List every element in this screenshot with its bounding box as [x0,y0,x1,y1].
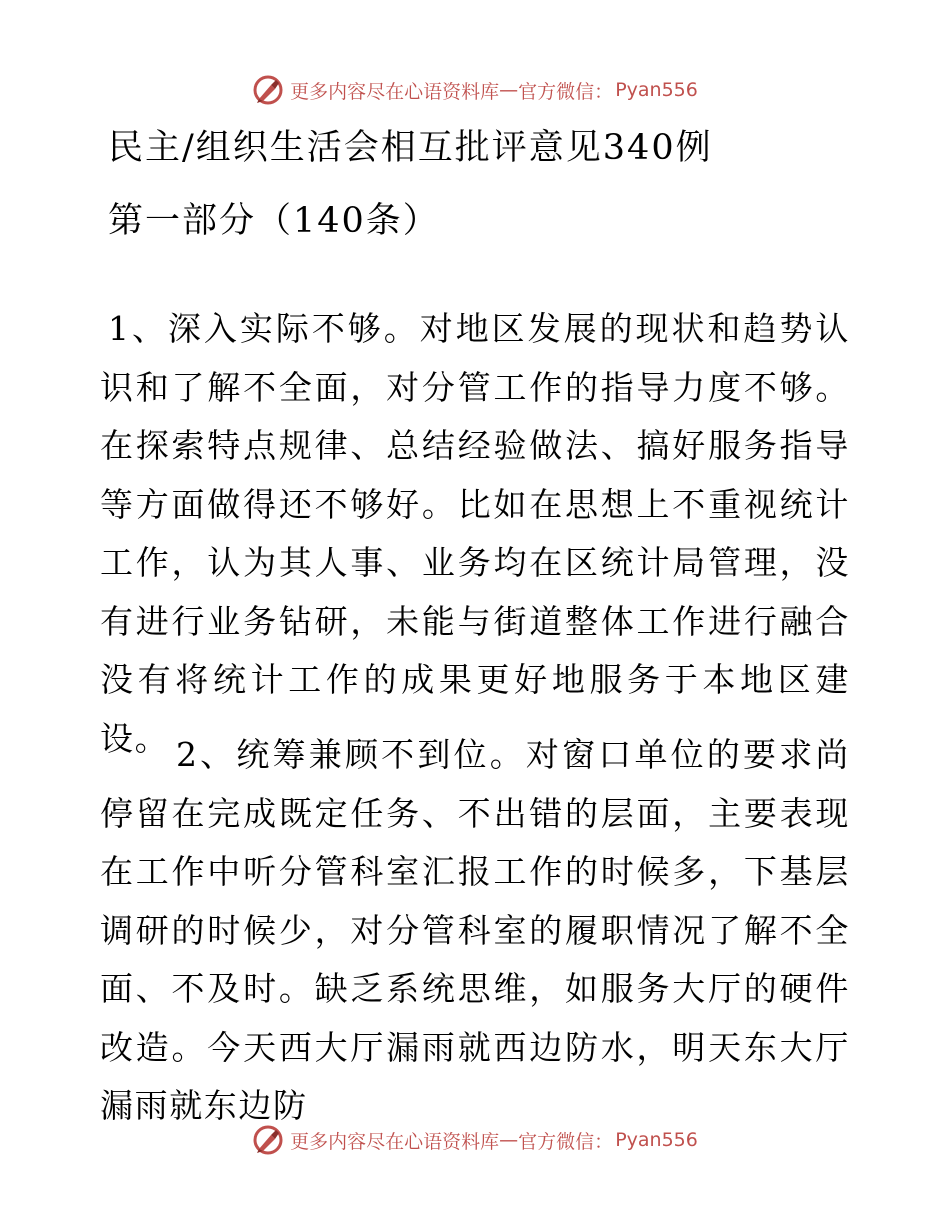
pen-logo-icon [252,1124,284,1156]
watermark-dash: — [499,1129,519,1151]
watermark-wechat-id: Pyan556 [615,79,698,101]
watermark-wechat-label: 官方微信： [518,80,614,103]
watermark-cn-text: 更多内容尽在心语资料库 [290,80,500,103]
pen-logo-icon [252,74,284,106]
watermark-dash: — [499,79,519,101]
watermark-wechat-label: 官方微信： [518,1130,614,1153]
watermark-cn-text: 更多内容尽在心语资料库 [290,1130,500,1153]
watermark-wechat-id: Pyan556 [615,1129,698,1151]
watermark-footer [0,1120,950,1160]
section-heading: 第一部分（140条） [108,201,440,241]
paragraph-1: 1、深入实际不够。对地区发展的现状和趋势认识和了解不全面，对分管工作的指导力度不够。在探索特点规律、总结经验做法、搞好服务指导等方面做得还不够好。比如在思想上不重视统计工作，认为其人事、业务均在区统计局管理，没有进行业务钻研，未能与街道整体工作进行融合没有将统计工作的成果更好地服务于本地区建设。 [100,309,850,758]
paragraph-2: 2、统筹兼顾不到位。对窗口单位的要求尚停留在完成既定任务、不出错的层面，主要表现在工作中听分管科室汇报工作的时候多，下基层调研的时候少，对分管科室的履职情况了解不全面、不及时。缺乏系统思维，如服务大厅的硬件改造。今天西大厅漏雨就西边防水，明天东大厅漏雨就东边防 [100,735,850,1125]
watermark-header [0,70,950,110]
document-title: 民主/组织生活会相互批评意见340例 [108,128,713,168]
